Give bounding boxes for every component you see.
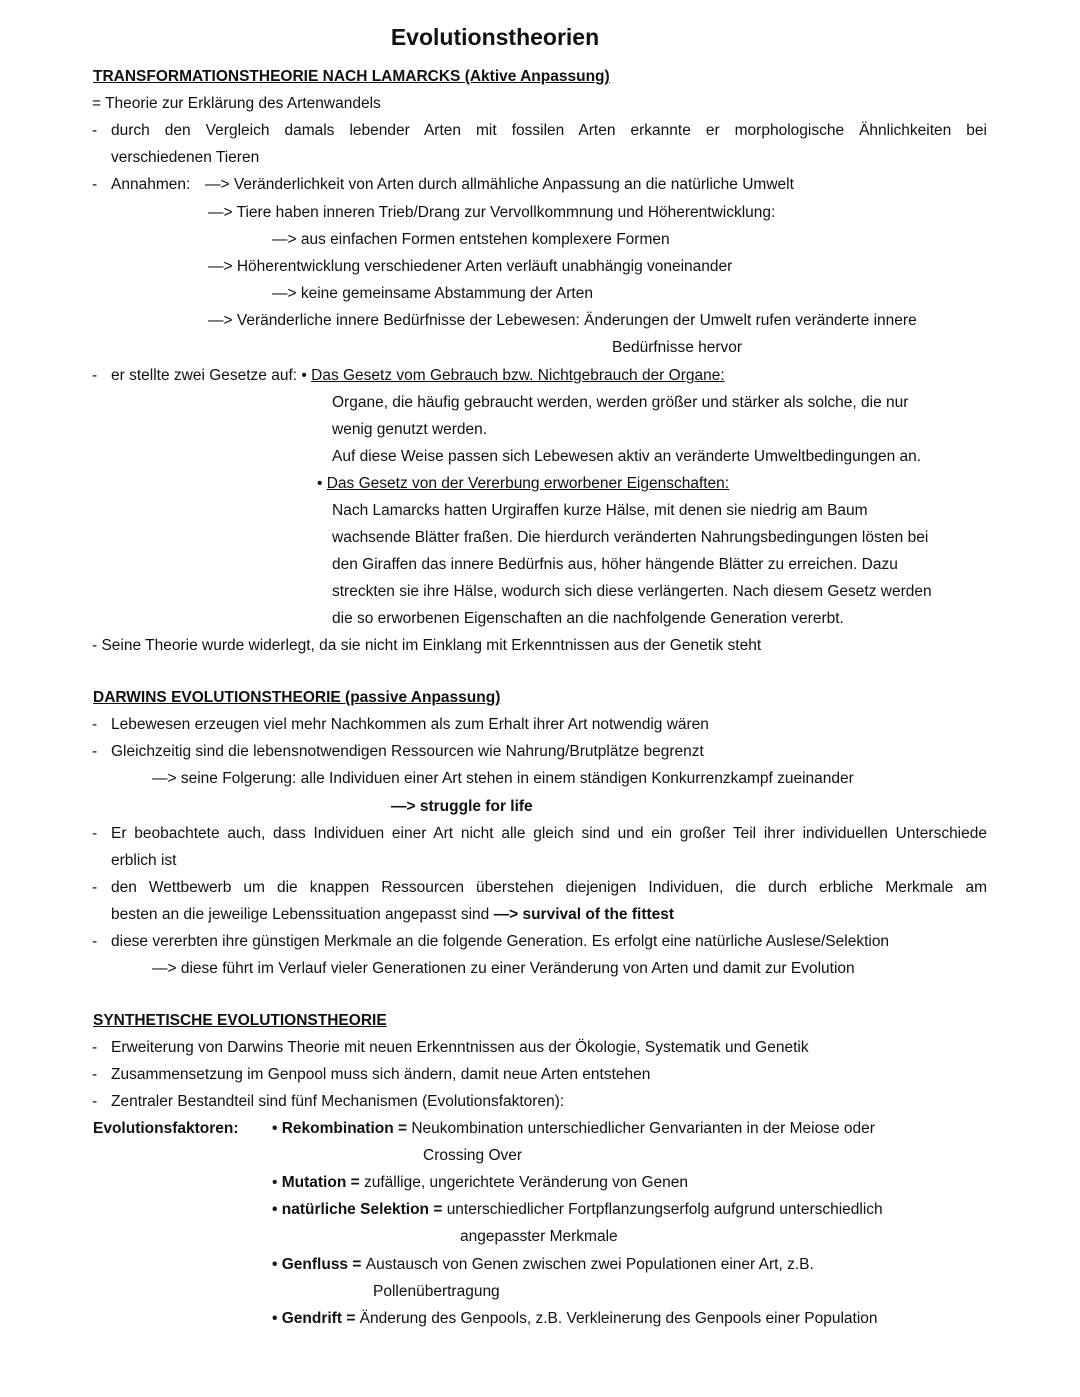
lamarck-bullet1-line2: verschiedenen Tieren [111, 149, 260, 166]
laws-line [111, 366, 725, 386]
darwin-bullet4-line1: den Wettbewerb um die knappen Ressourcen überstehen diejenigen Individuen, die durch erbliche Merkmale am [111, 879, 987, 896]
darwin-heading: DARWINS EVOLUTIONSTHEORIE (passive Anpassung) [93, 689, 501, 706]
synthetic-bullet2: Zusammensetzung im Genpool muss sich ändern, damit neue Arten entstehen [111, 1066, 651, 1083]
bullet-dash: - [92, 122, 98, 139]
factor-genfluss-cont: Pollenübertragung [373, 1283, 500, 1300]
law2-line [317, 474, 729, 494]
law1-line3: Auf diese Weise passen sich Lebewesen aktiv an veränderte Umweltbedingungen an. [332, 448, 922, 465]
bullet-dash: - [92, 743, 98, 760]
synthetic-heading: SYNTHETISCHE EVOLUTIONSTHEORIE [93, 1012, 387, 1029]
factor-rekombination-cont: Crossing Over [423, 1147, 523, 1164]
assumption-4-cont: Bedürfnisse hervor [612, 339, 743, 356]
assumption-3-sub: —> keine gemeinsame Abstammung der Arten [272, 285, 593, 302]
factor-desc: unterschiedlicher Fortpflanzungserfolg aufgrund unterschiedlich [446, 1201, 883, 1218]
factor-gendrift [272, 1309, 878, 1329]
bullet-dash: - [92, 933, 98, 950]
law2-line1: Nach Lamarcks hatten Urgiraffen kurze Hälse, mit denen sie niedrig am Baum [332, 502, 868, 519]
bullet-dash: - [92, 825, 98, 842]
factor-selektion-cont: angepasster Merkmale [460, 1228, 618, 1245]
law1-line2: wenig genutzt werden. [332, 421, 488, 438]
lamarck-bullet1-line1: durch den Vergleich damals lebender Arten mit fossilen Arten erkannte er morphologische Ähnlichkeiten bei [111, 122, 987, 139]
darwin-conclusion: —> seine Folgerung: alle Individuen einer Art stehen in einem ständigen Konkurrenzkampf zueinander [152, 770, 854, 787]
lamarck-definition: = Theorie zur Erklärung des Artenwandels [92, 95, 381, 112]
law2-line3: den Giraffen das innere Bedürfnis aus, höher hängende Blätter zu erreichen. Dazu [332, 556, 898, 573]
bullet-dash: - [92, 1066, 98, 1083]
law2-line4: streckten sie ihre Hälse, wodurch sich diese verlängerten. Nach diesem Gesetz werden [332, 583, 932, 600]
darwin-bullet4-text: besten an die jeweilige Lebenssituation angepasst sind [111, 906, 494, 923]
factor-term: • Gendrift = [272, 1310, 360, 1327]
synthetic-bullet3: Zentraler Bestandteil sind fünf Mechanismen (Evolutionsfaktoren): [111, 1093, 565, 1110]
factor-term: Mutation = [281, 1174, 364, 1191]
law1-title: Das Gesetz vom Gebrauch bzw. Nichtgebrauch der Organe: [311, 367, 725, 384]
bullet-dash: - [92, 1039, 98, 1056]
darwin-bullet3-line1: Er beobachtete auch, dass Individuen einer Art nicht alle gleich sind und ein großer Teil ihrer individuellen Unterschiede [111, 825, 987, 842]
factor-desc: Änderung des Genpools, z.B. Verkleinerung des Genpools einer Population [359, 1310, 878, 1327]
bullet-dash: - [92, 716, 98, 733]
assumption-1: —> Veränderlichkeit von Arten durch allmähliche Anpassung an die natürliche Umwelt [205, 176, 794, 193]
assumption-4: —> Veränderliche innere Bedürfnisse der Lebewesen: Änderungen der Umwelt rufen veränderte innere [208, 312, 917, 329]
factor-term: • natürliche Selektion = [272, 1201, 447, 1218]
factors-label: Evolutionsfaktoren: [93, 1120, 239, 1137]
law2-title: Das Gesetz von der Vererbung erworbener Eigenschaften: [326, 475, 730, 492]
factor-mutation [272, 1173, 688, 1193]
bullet-dash: - [92, 176, 98, 193]
darwin-consequence: —> diese führt im Verlauf vieler Generationen zu einer Veränderung von Arten und damit zur Evolution [152, 960, 855, 977]
law1-line1: Organe, die häufig gebraucht werden, werden größer und stärker als solche, die nur [332, 394, 909, 411]
page-title: Evolutionstheorien [390, 24, 600, 50]
factor-term: • Rekombination = [272, 1120, 412, 1137]
darwin-bullet4-line2 [111, 905, 674, 925]
factor-desc: zufällige, ungerichtete Veränderung von Genen [363, 1174, 688, 1191]
darwin-bullet1: Lebewesen erzeugen viel mehr Nachkommen als zum Erhalt ihrer Art notwendig wären [111, 716, 709, 733]
lamarck-heading: TRANSFORMATIONSTHEORIE NACH LAMARCKS (Aktive Anpassung) [93, 68, 610, 85]
assumptions-label: Annahmen: [111, 176, 191, 193]
factor-selektion [272, 1200, 883, 1220]
struggle-for-life: —> struggle for life [391, 798, 533, 815]
lamarck-refuted: - Seine Theorie wurde widerlegt, da sie nicht im Einklang mit Erkenntnissen aus der Genetik steht [92, 637, 762, 654]
factor-genfluss [272, 1255, 814, 1275]
factor-rekombination [272, 1119, 875, 1139]
factor-term: • Genfluss = [272, 1256, 366, 1273]
law2-bullet: • [317, 475, 327, 492]
darwin-bullet5: diese vererbten ihre günstigen Merkmale an die folgende Generation. Es erfolgt eine natürliche Auslese/Selektion [111, 933, 890, 950]
laws-intro: er stellte zwei Gesetze auf: • [111, 367, 312, 384]
bullet-dash: - [92, 367, 98, 384]
factor-desc: Neukombination unterschiedlicher Genvarianten in der Meiose oder [411, 1120, 875, 1137]
law2-line2: wachsende Blätter fraßen. Die hierdurch veränderten Nahrungsbedingungen lösten bei [332, 529, 929, 546]
synthetic-bullet1: Erweiterung von Darwins Theorie mit neuen Erkenntnissen aus der Ökologie, Systematik und Genetik [111, 1039, 809, 1056]
law2-line5: die so erworbenen Eigenschaften an die nachfolgende Generation vererbt. [332, 610, 844, 627]
bullet-dash: - [92, 1093, 98, 1110]
assumption-2-sub: —> aus einfachen Formen entstehen komplexere Formen [272, 231, 670, 248]
factor-desc: Austausch von Genen zwischen zwei Populationen einer Art, z.B. [365, 1256, 814, 1273]
survival-of-the-fittest: —> survival of the fittest [493, 906, 675, 923]
assumption-3: —> Höherentwicklung verschiedener Arten verläuft unabhängig voneinander [208, 258, 733, 275]
assumption-2: —> Tiere haben inneren Trieb/Drang zur Vervollkommnung und Höherentwicklung: [208, 204, 776, 221]
darwin-bullet3-line2: erblich ist [111, 852, 177, 869]
darwin-bullet2: Gleichzeitig sind die lebensnotwendigen Ressourcen wie Nahrung/Brutplätze begrenzt [111, 743, 704, 760]
bullet-dash: - [92, 879, 98, 896]
factor-bullet: • [272, 1174, 282, 1191]
